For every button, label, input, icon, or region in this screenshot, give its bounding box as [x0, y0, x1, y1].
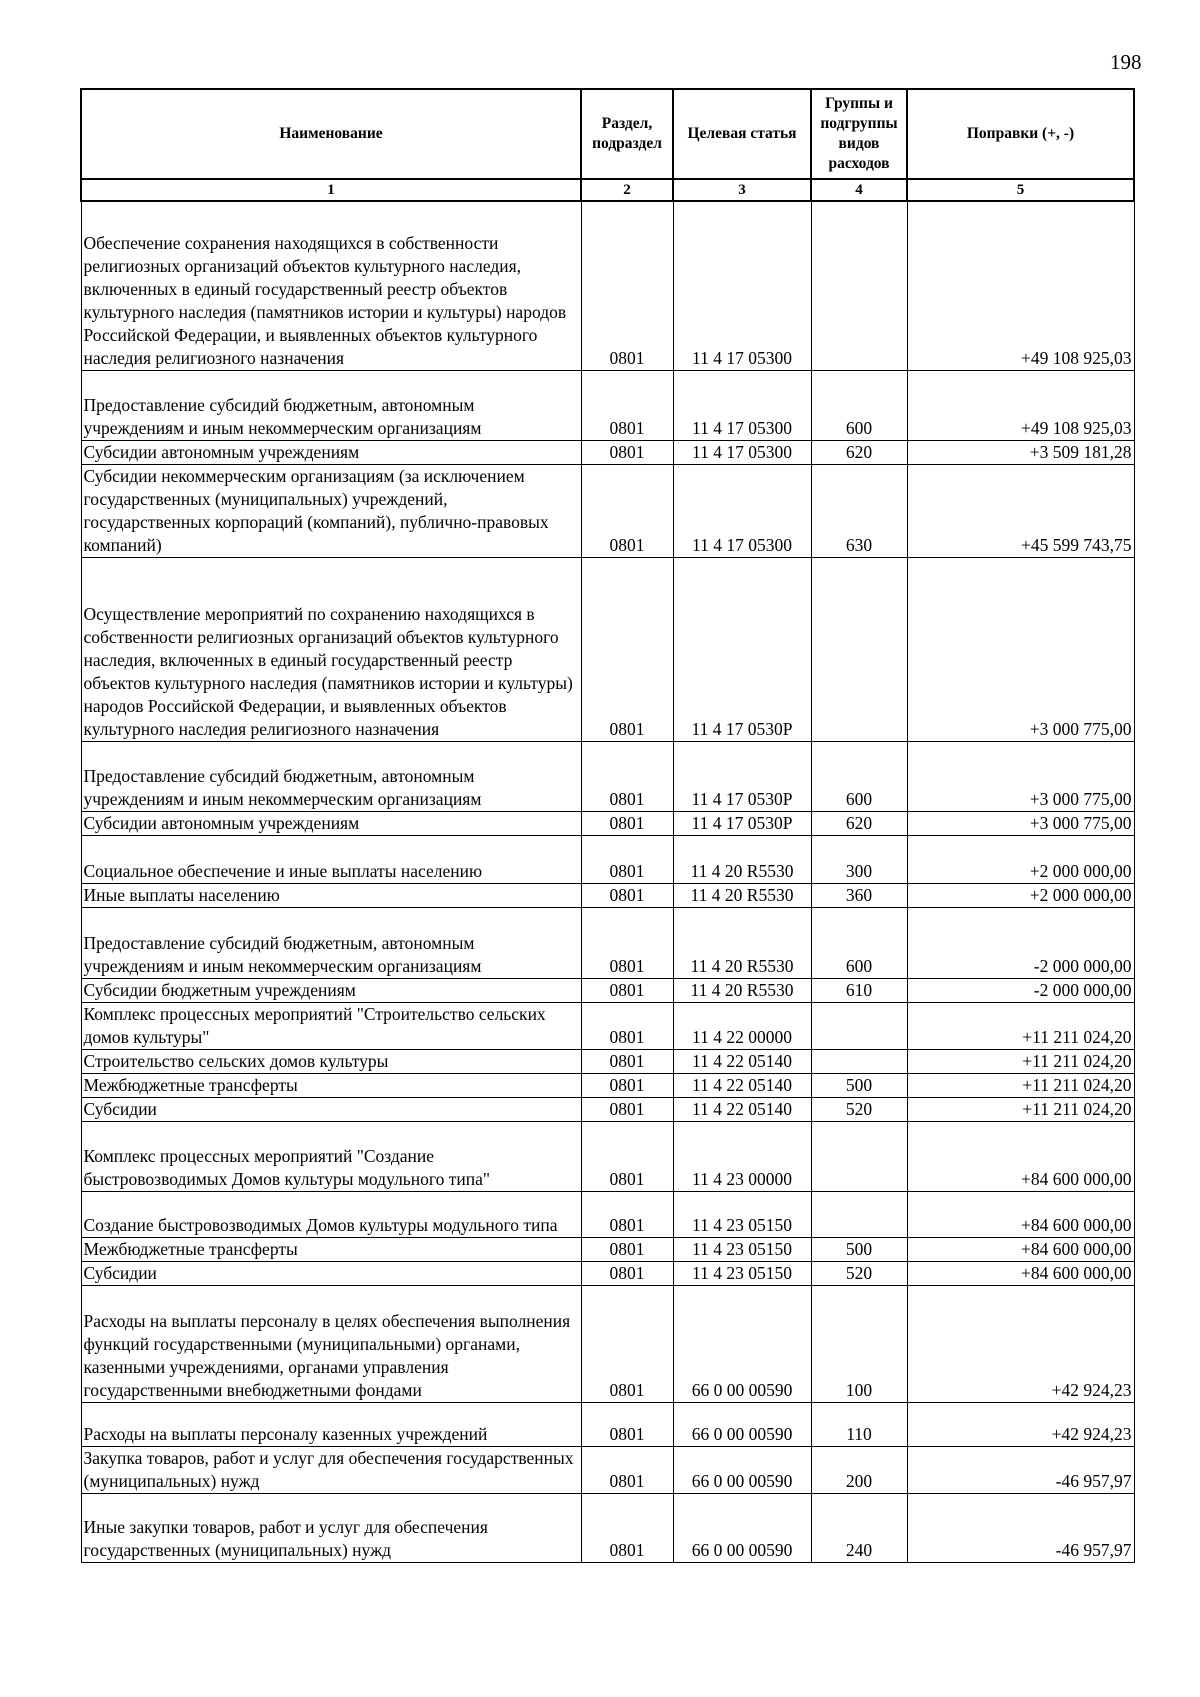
cell-name: Иные закупки товаров, работ и услуг для обеспечения государственных (муниципальных) нужд — [81, 1493, 581, 1562]
cell-amount: -2 000 000,00 — [907, 907, 1134, 978]
table-row — [81, 883, 1134, 907]
cell-section: 0801 — [581, 201, 673, 370]
table-row — [81, 1261, 1134, 1285]
table-row — [81, 1493, 1134, 1562]
cell-amount: -2 000 000,00 — [907, 978, 1134, 1002]
cell-section: 0801 — [581, 464, 673, 557]
page-number: 198 — [1110, 50, 1142, 74]
cell-article: 11 4 22 05140 — [673, 1073, 811, 1097]
cell-name: Обеспечение сохранения находящихся в собственности религиозных организаций объектов культурного наследия, включенных в единый государственный реестр объектов культурного наследия (памятников истории и культуры) народов Российской Федерации, и выявленных объектов культурного наследия религиозного назначения — [81, 201, 581, 370]
cell-amount: +11 211 024,20 — [907, 1097, 1134, 1121]
table-row — [81, 835, 1134, 883]
cell-amount: +84 600 000,00 — [907, 1121, 1134, 1191]
cell-section: 0801 — [581, 1191, 673, 1237]
cell-name: Предоставление субсидий бюджетным, автономным учреждениям и иным некоммерческим организациям — [81, 370, 581, 440]
cell-name: Расходы на выплаты персоналу в целях обеспечения выполнения функций государственными (муниципальными) органами, казенными учреждениями, органами управления государственными внебюджетными фондами — [81, 1285, 581, 1402]
column-number-row — [81, 179, 1134, 201]
cell-amount: +3 000 775,00 — [907, 557, 1134, 741]
table-row — [81, 1049, 1134, 1073]
table-row — [81, 811, 1134, 835]
cell-amount: -46 957,97 — [907, 1493, 1134, 1562]
cell-name: Субсидии автономным учреждениям — [81, 440, 581, 464]
cell-section: 0801 — [581, 440, 673, 464]
cell-section: 0801 — [581, 370, 673, 440]
table-row — [81, 557, 1134, 741]
cell-article: 11 4 23 05150 — [673, 1261, 811, 1285]
cell-amount: +3 000 775,00 — [907, 811, 1134, 835]
cell-group: 600 — [811, 741, 907, 811]
cell-name: Иные выплаты населению — [81, 883, 581, 907]
table-row — [81, 1402, 1134, 1446]
table-row — [81, 1073, 1134, 1097]
table-row — [81, 1097, 1134, 1121]
table-row — [81, 1285, 1134, 1402]
cell-name: Предоставление субсидий бюджетным, автономным учреждениям и иным некоммерческим организациям — [81, 741, 581, 811]
cell-section: 0801 — [581, 741, 673, 811]
cell-article: 11 4 23 05150 — [673, 1237, 811, 1261]
table-row — [81, 1237, 1134, 1261]
cell-article: 11 4 17 05300 — [673, 201, 811, 370]
cell-group: 620 — [811, 440, 907, 464]
header-name: Наименование — [81, 89, 581, 179]
cell-section: 0801 — [581, 1446, 673, 1493]
cell-section: 0801 — [581, 1237, 673, 1261]
table-row — [81, 440, 1134, 464]
cell-article: 11 4 22 00000 — [673, 1002, 811, 1049]
cell-group: 620 — [811, 811, 907, 835]
cell-article: 11 4 22 05140 — [673, 1049, 811, 1073]
cell-article: 11 4 20 R5530 — [673, 978, 811, 1002]
cell-section: 0801 — [581, 1402, 673, 1446]
cell-article: 11 4 23 00000 — [673, 1121, 811, 1191]
cell-group — [811, 201, 907, 370]
cell-group — [811, 1002, 907, 1049]
cell-amount: +84 600 000,00 — [907, 1237, 1134, 1261]
cell-name: Субсидии — [81, 1097, 581, 1121]
cell-group — [811, 557, 907, 741]
header-group: Группы и подгруппы видов расходов — [811, 89, 907, 179]
table-row — [81, 201, 1134, 370]
table-row — [81, 370, 1134, 440]
cell-name: Расходы на выплаты персоналу казенных учреждений — [81, 1402, 581, 1446]
table-row — [81, 1002, 1134, 1049]
cell-name: Осуществление мероприятий по сохранению находящихся в собственности религиозных организаций объектов культурного наследия, включенных в единый государственный реестр объектов культурного наследия (памятников истории и культуры) народов Российской Федерации, и выявленных объектов культурного наследия религиозного назначения — [81, 557, 581, 741]
cell-name: Субсидии — [81, 1261, 581, 1285]
cell-name: Социальное обеспечение и иные выплаты населению — [81, 835, 581, 883]
cell-article: 11 4 17 05300 — [673, 370, 811, 440]
cell-group: 600 — [811, 907, 907, 978]
cell-group: 100 — [811, 1285, 907, 1402]
cell-name: Субсидии бюджетным учреждениям — [81, 978, 581, 1002]
cell-section: 0801 — [581, 835, 673, 883]
cell-amount: +11 211 024,20 — [907, 1049, 1134, 1073]
cell-section: 0801 — [581, 907, 673, 978]
cell-name: Межбюджетные трансферты — [81, 1073, 581, 1097]
cell-article: 11 4 17 0530P — [673, 811, 811, 835]
cell-group: 520 — [811, 1097, 907, 1121]
column-number: 2 — [581, 179, 673, 201]
cell-group — [811, 1049, 907, 1073]
header-section: Раздел, подраздел — [581, 89, 673, 179]
cell-name: Субсидии некоммерческим организациям (за исключением государственных (муниципальных) учреждений, государственных корпораций (компаний), публично-правовых компаний) — [81, 464, 581, 557]
cell-name: Межбюджетные трансферты — [81, 1237, 581, 1261]
cell-amount: -46 957,97 — [907, 1446, 1134, 1493]
cell-amount: +3 000 775,00 — [907, 741, 1134, 811]
cell-section: 0801 — [581, 1285, 673, 1402]
cell-name: Предоставление субсидий бюджетным, автономным учреждениям и иным некоммерческим организациям — [81, 907, 581, 978]
cell-article: 66 0 00 00590 — [673, 1402, 811, 1446]
cell-group — [811, 1191, 907, 1237]
cell-group: 610 — [811, 978, 907, 1002]
cell-section: 0801 — [581, 557, 673, 741]
cell-section: 0801 — [581, 811, 673, 835]
cell-section: 0801 — [581, 883, 673, 907]
cell-group: 300 — [811, 835, 907, 883]
header-article: Целевая статья — [673, 89, 811, 179]
cell-name: Субсидии автономным учреждениям — [81, 811, 581, 835]
cell-section: 0801 — [581, 1097, 673, 1121]
column-number: 4 — [811, 179, 907, 201]
cell-group: 360 — [811, 883, 907, 907]
cell-group: 200 — [811, 1446, 907, 1493]
cell-name: Комплекс процессных мероприятий "Создание быстровозводимых Домов культуры модульного типа" — [81, 1121, 581, 1191]
cell-article: 11 4 22 05140 — [673, 1097, 811, 1121]
table-row — [81, 978, 1134, 1002]
table-row — [81, 741, 1134, 811]
table-row — [81, 1191, 1134, 1237]
cell-article: 11 4 17 0530P — [673, 741, 811, 811]
cell-amount: +49 108 925,03 — [907, 201, 1134, 370]
cell-group: 600 — [811, 370, 907, 440]
table-row — [81, 464, 1134, 557]
cell-group: 240 — [811, 1493, 907, 1562]
cell-amount: +11 211 024,20 — [907, 1002, 1134, 1049]
cell-section: 0801 — [581, 1121, 673, 1191]
cell-section: 0801 — [581, 1073, 673, 1097]
header-amount: Поправки (+, -) — [907, 89, 1134, 179]
cell-amount: +49 108 925,03 — [907, 370, 1134, 440]
cell-article: 11 4 17 05300 — [673, 440, 811, 464]
budget-amendments-table — [80, 88, 1135, 1563]
cell-amount: +45 599 743,75 — [907, 464, 1134, 557]
header-row — [81, 89, 1134, 179]
cell-amount: +84 600 000,00 — [907, 1261, 1134, 1285]
cell-article: 66 0 00 00590 — [673, 1285, 811, 1402]
column-number: 3 — [673, 179, 811, 201]
cell-amount: +2 000 000,00 — [907, 883, 1134, 907]
cell-amount: +11 211 024,20 — [907, 1073, 1134, 1097]
table-row — [81, 1121, 1134, 1191]
cell-name: Закупка товаров, работ и услуг для обеспечения государственных (муниципальных) нужд — [81, 1446, 581, 1493]
table-body — [81, 201, 1134, 1562]
table-row — [81, 907, 1134, 978]
table-row — [81, 1446, 1134, 1493]
cell-group: 520 — [811, 1261, 907, 1285]
cell-article: 11 4 20 R5530 — [673, 835, 811, 883]
cell-article: 11 4 17 0530P — [673, 557, 811, 741]
cell-name: Строительство сельских домов культуры — [81, 1049, 581, 1073]
cell-group: 110 — [811, 1402, 907, 1446]
cell-section: 0801 — [581, 1002, 673, 1049]
cell-article: 11 4 20 R5530 — [673, 907, 811, 978]
cell-group — [811, 1121, 907, 1191]
cell-amount: +84 600 000,00 — [907, 1191, 1134, 1237]
cell-group: 630 — [811, 464, 907, 557]
column-number: 5 — [907, 179, 1134, 201]
cell-group: 500 — [811, 1073, 907, 1097]
cell-amount: +2 000 000,00 — [907, 835, 1134, 883]
cell-section: 0801 — [581, 1049, 673, 1073]
cell-article: 11 4 23 05150 — [673, 1191, 811, 1237]
cell-section: 0801 — [581, 1261, 673, 1285]
cell-amount: +42 924,23 — [907, 1402, 1134, 1446]
cell-article: 66 0 00 00590 — [673, 1493, 811, 1562]
cell-article: 11 4 17 05300 — [673, 464, 811, 557]
cell-amount: +3 509 181,28 — [907, 440, 1134, 464]
cell-name: Комплекс процессных мероприятий "Строительство сельских домов культуры" — [81, 1002, 581, 1049]
cell-section: 0801 — [581, 1493, 673, 1562]
cell-section: 0801 — [581, 978, 673, 1002]
cell-article: 11 4 20 R5530 — [673, 883, 811, 907]
cell-amount: +42 924,23 — [907, 1285, 1134, 1402]
column-number: 1 — [81, 179, 581, 201]
cell-group: 500 — [811, 1237, 907, 1261]
cell-name: Создание быстровозводимых Домов культуры модульного типа — [81, 1191, 581, 1237]
cell-article: 66 0 00 00590 — [673, 1446, 811, 1493]
